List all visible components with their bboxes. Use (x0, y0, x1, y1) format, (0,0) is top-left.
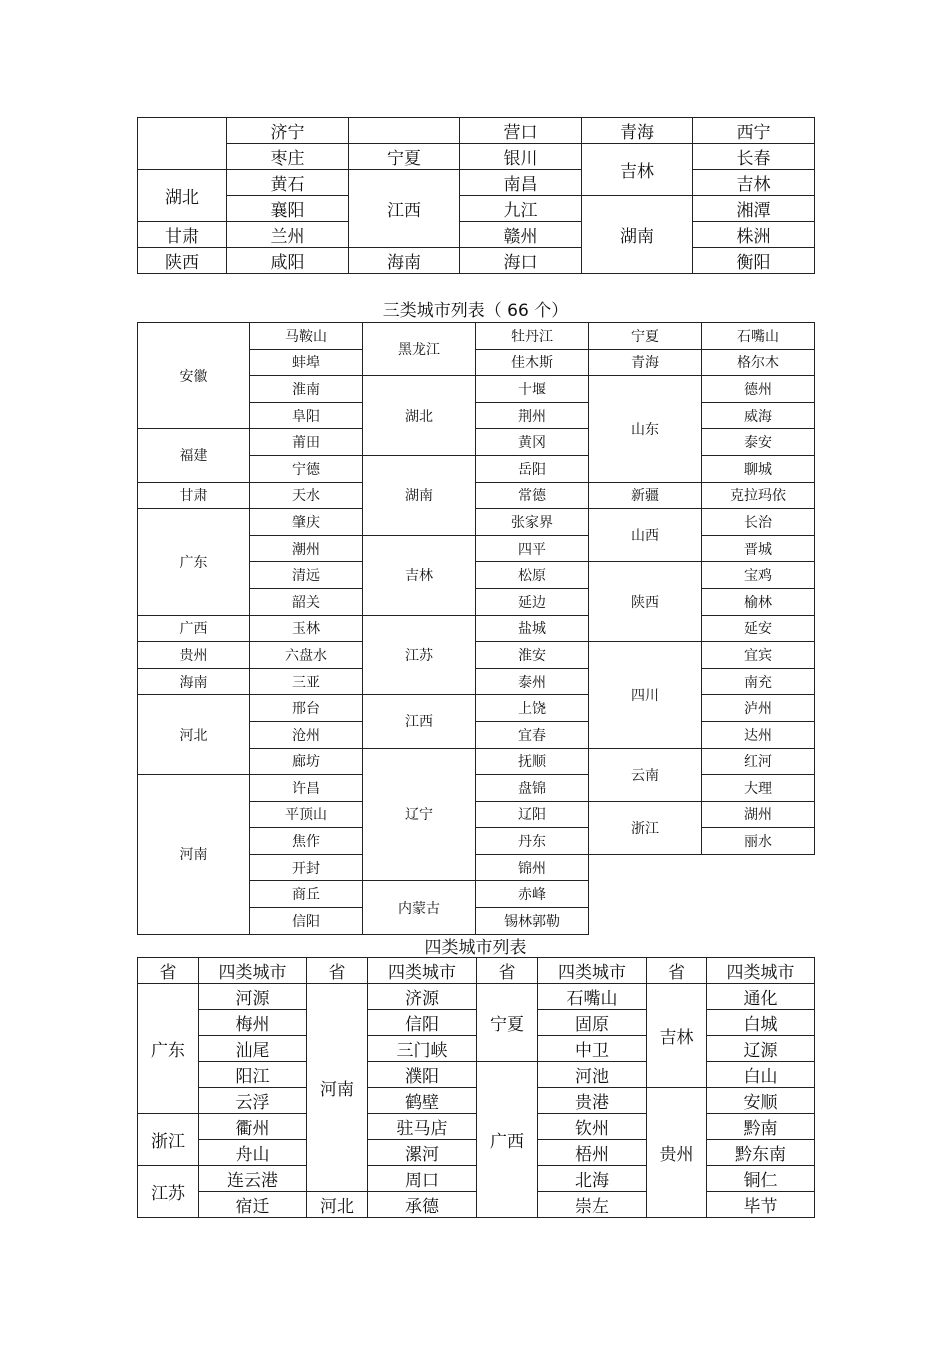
table-row (138, 222, 815, 248)
city-cell: 盐城 (476, 615, 589, 642)
city-cell: 襄阳 (227, 196, 349, 222)
province-cell: 宁夏 (349, 144, 460, 170)
province-cell: 甘肃 (138, 482, 250, 509)
province-cell: 广西 (477, 1062, 538, 1218)
city-cell: 三亚 (250, 668, 363, 695)
city-cell: 阳江 (199, 1062, 307, 1088)
city-cell: 十堰 (476, 376, 589, 403)
city-cell: 信阳 (250, 908, 363, 935)
table-row (138, 1140, 815, 1166)
city-cell: 韶关 (250, 588, 363, 615)
city-cell: 固原 (538, 1010, 647, 1036)
city-cell: 淮南 (250, 376, 363, 403)
province-cell: 山西 (589, 509, 702, 562)
city-cell: 九江 (460, 196, 582, 222)
city-cell: 贵港 (538, 1088, 647, 1114)
city-cell: 马鞍山 (250, 323, 363, 350)
province-cell: 黑龙江 (363, 323, 476, 376)
province-cell: 宁夏 (589, 323, 702, 350)
table-row (138, 668, 815, 695)
city-cell: 河池 (538, 1062, 647, 1088)
province-cell: 宁夏 (477, 984, 538, 1062)
province-cell: 江苏 (363, 615, 476, 695)
city-cell: 承德 (368, 1192, 477, 1218)
city-cell: 舟山 (199, 1140, 307, 1166)
city-cell: 聊城 (702, 455, 815, 482)
province-cell: 内蒙古 (363, 881, 476, 934)
city-cell: 佳木斯 (476, 349, 589, 376)
city-cell: 济源 (368, 984, 477, 1010)
city-cell: 黄石 (227, 170, 349, 196)
province-cell: 陕西 (589, 562, 702, 642)
city-cell: 常德 (476, 482, 589, 509)
city-cell: 赣州 (460, 222, 582, 248)
city-cell: 锦州 (476, 854, 589, 881)
city-cell: 驻马店 (368, 1114, 477, 1140)
city-cell: 潮州 (250, 535, 363, 562)
city-cell: 海口 (460, 248, 582, 274)
province-cell: 浙江 (138, 1114, 199, 1166)
city-cell: 铜仁 (707, 1166, 815, 1192)
city-cell: 四平 (476, 535, 589, 562)
city-cell: 平顶山 (250, 801, 363, 828)
city-cell: 钦州 (538, 1114, 647, 1140)
city-cell: 石嘴山 (702, 323, 815, 350)
city-cell: 达州 (702, 721, 815, 748)
table-row (138, 509, 815, 536)
city-cell: 三门峡 (368, 1036, 477, 1062)
province-cell (349, 118, 460, 144)
city-cell: 枣庄 (227, 144, 349, 170)
city-cell: 许昌 (250, 775, 363, 802)
city-cell: 商丘 (250, 881, 363, 908)
city-cell: 濮阳 (368, 1062, 477, 1088)
city-cell: 廊坊 (250, 748, 363, 775)
province-cell (138, 118, 227, 170)
province-cell: 陕西 (138, 248, 227, 274)
province-cell: 江西 (363, 695, 476, 748)
province-cell: 广东 (138, 509, 250, 615)
province-cell: 河南 (138, 775, 250, 935)
city-cell: 通化 (707, 984, 815, 1010)
province-cell: 贵州 (138, 642, 250, 669)
city-cell: 抚顺 (476, 748, 589, 775)
province-cell: 四川 (589, 642, 702, 748)
city-cell: 六盘水 (250, 642, 363, 669)
table-row (138, 1062, 815, 1088)
empty-area (589, 854, 815, 934)
province-cell: 湖北 (363, 376, 476, 456)
city-cell: 黔东南 (707, 1140, 815, 1166)
city-cell: 石嘴山 (538, 984, 647, 1010)
city-cell: 威海 (702, 402, 815, 429)
city-cell: 开封 (250, 854, 363, 881)
table-row (138, 323, 815, 350)
city-cell: 红河 (702, 748, 815, 775)
table-row (138, 144, 815, 170)
city-cell: 毕节 (707, 1192, 815, 1218)
city-cell: 肇庆 (250, 509, 363, 536)
province-cell: 海南 (349, 248, 460, 274)
city-cell: 丽水 (702, 828, 815, 855)
province-cell: 广西 (138, 615, 250, 642)
table-row (138, 118, 815, 144)
city-cell: 宜宾 (702, 642, 815, 669)
city-cell: 荆州 (476, 402, 589, 429)
province-cell: 湖南 (363, 455, 476, 535)
city-cell: 牡丹江 (476, 323, 589, 350)
table-row (138, 1010, 815, 1036)
city-cell: 宿迁 (199, 1192, 307, 1218)
tier4-city-table (137, 957, 815, 1218)
province-cell: 吉林 (582, 144, 693, 196)
province-cell: 广东 (138, 984, 199, 1114)
city-cell: 湘潭 (693, 196, 815, 222)
table-row (138, 170, 815, 196)
city-cell: 咸阳 (227, 248, 349, 274)
city-cell: 榆林 (702, 588, 815, 615)
city-cell: 云浮 (199, 1088, 307, 1114)
province-cell: 河北 (307, 1192, 368, 1218)
table-row (138, 1036, 815, 1062)
province-cell: 河北 (138, 695, 250, 775)
city-cell: 周口 (368, 1166, 477, 1192)
province-cell: 河南 (307, 984, 368, 1192)
city-cell: 清远 (250, 562, 363, 589)
city-cell: 锡林郭勒 (476, 908, 589, 935)
table-row (138, 775, 815, 802)
city-cell: 淮安 (476, 642, 589, 669)
province-cell: 吉林 (363, 535, 476, 615)
city-cell: 济宁 (227, 118, 349, 144)
header-cities: 四类城市 (199, 958, 307, 984)
city-cell: 衢州 (199, 1114, 307, 1140)
city-cell: 丹东 (476, 828, 589, 855)
table-row (138, 1114, 815, 1140)
province-cell: 新疆 (589, 482, 702, 509)
table-row (138, 429, 815, 456)
city-cell: 延安 (702, 615, 815, 642)
table-row (138, 482, 815, 509)
table-header-row (138, 958, 815, 984)
city-cell: 上饶 (476, 695, 589, 722)
city-cell: 玉林 (250, 615, 363, 642)
city-cell: 邢台 (250, 695, 363, 722)
city-cell: 梅州 (199, 1010, 307, 1036)
tier4-table-caption: 四类城市列表 (424, 938, 527, 958)
province-cell: 湖北 (138, 170, 227, 222)
header-cities: 四类城市 (707, 958, 815, 984)
city-cell: 松原 (476, 562, 589, 589)
city-cell: 南昌 (460, 170, 582, 196)
table-row (138, 1192, 815, 1218)
city-cell: 岳阳 (476, 455, 589, 482)
province-cell: 云南 (589, 748, 702, 801)
city-cell: 张家界 (476, 509, 589, 536)
city-cell: 沧州 (250, 721, 363, 748)
city-cell: 河源 (199, 984, 307, 1010)
province-cell: 福建 (138, 429, 250, 482)
city-cell: 北海 (538, 1166, 647, 1192)
city-cell: 中卫 (538, 1036, 647, 1062)
city-cell: 晋城 (702, 535, 815, 562)
city-cell: 株洲 (693, 222, 815, 248)
province-cell: 江西 (349, 170, 460, 248)
city-cell: 安顺 (707, 1088, 815, 1114)
province-cell: 江苏 (138, 1166, 199, 1218)
table-row (138, 248, 815, 274)
header-province: 省 (138, 958, 199, 984)
header-province: 省 (647, 958, 707, 984)
tier3-table-caption: 三类城市列表（ 66 个） (382, 301, 569, 321)
city-cell: 盘锦 (476, 775, 589, 802)
city-cell: 延边 (476, 588, 589, 615)
city-cell: 阜阳 (250, 402, 363, 429)
province-cell: 青海 (589, 349, 702, 376)
city-cell: 克拉玛依 (702, 482, 815, 509)
city-cell: 赤峰 (476, 881, 589, 908)
city-cell: 辽阳 (476, 801, 589, 828)
table-row (138, 196, 815, 222)
city-cell: 格尔木 (702, 349, 815, 376)
table-row (138, 642, 815, 669)
city-cell: 南充 (702, 668, 815, 695)
city-cell: 辽源 (707, 1036, 815, 1062)
province-cell: 甘肃 (138, 222, 227, 248)
province-cell: 青海 (582, 118, 693, 144)
city-cell: 大理 (702, 775, 815, 802)
city-cell: 漯河 (368, 1140, 477, 1166)
table-row (138, 1088, 815, 1114)
city-cell: 莆田 (250, 429, 363, 456)
province-cell: 海南 (138, 668, 250, 695)
city-cell: 连云港 (199, 1166, 307, 1192)
table-row (138, 615, 815, 642)
tier3-city-table (137, 322, 815, 935)
city-cell: 湖州 (702, 801, 815, 828)
province-cell: 安徽 (138, 323, 250, 429)
city-cell: 鹤壁 (368, 1088, 477, 1114)
city-cell: 兰州 (227, 222, 349, 248)
header-province: 省 (307, 958, 368, 984)
city-cell: 吉林 (693, 170, 815, 196)
province-cell: 浙江 (589, 801, 702, 854)
city-cell: 宜春 (476, 721, 589, 748)
city-cell: 衡阳 (693, 248, 815, 274)
city-table-continued (137, 117, 815, 274)
city-cell: 黔南 (707, 1114, 815, 1140)
province-cell: 贵州 (647, 1088, 707, 1218)
city-cell: 营口 (460, 118, 582, 144)
city-cell: 长春 (693, 144, 815, 170)
table-row (138, 1166, 815, 1192)
city-cell: 银川 (460, 144, 582, 170)
city-cell: 白山 (707, 1062, 815, 1088)
header-province: 省 (477, 958, 538, 984)
province-cell: 辽宁 (363, 748, 476, 881)
province-cell: 山东 (589, 376, 702, 482)
province-cell: 吉林 (647, 984, 707, 1088)
city-cell: 焦作 (250, 828, 363, 855)
city-cell: 崇左 (538, 1192, 647, 1218)
city-cell: 汕尾 (199, 1036, 307, 1062)
city-cell: 白城 (707, 1010, 815, 1036)
city-cell: 信阳 (368, 1010, 477, 1036)
city-cell: 宁德 (250, 455, 363, 482)
city-cell: 黄冈 (476, 429, 589, 456)
header-cities: 四类城市 (538, 958, 647, 984)
city-cell: 蚌埠 (250, 349, 363, 376)
city-cell: 天水 (250, 482, 363, 509)
city-cell: 泸州 (702, 695, 815, 722)
table-row (138, 695, 815, 722)
city-cell: 长治 (702, 509, 815, 536)
province-cell: 湖南 (582, 196, 693, 274)
city-cell: 宝鸡 (702, 562, 815, 589)
city-cell: 泰安 (702, 429, 815, 456)
city-cell: 西宁 (693, 118, 815, 144)
city-cell: 梧州 (538, 1140, 647, 1166)
table-row (138, 984, 815, 1010)
header-cities: 四类城市 (368, 958, 477, 984)
city-cell: 泰州 (476, 668, 589, 695)
city-cell: 德州 (702, 376, 815, 403)
